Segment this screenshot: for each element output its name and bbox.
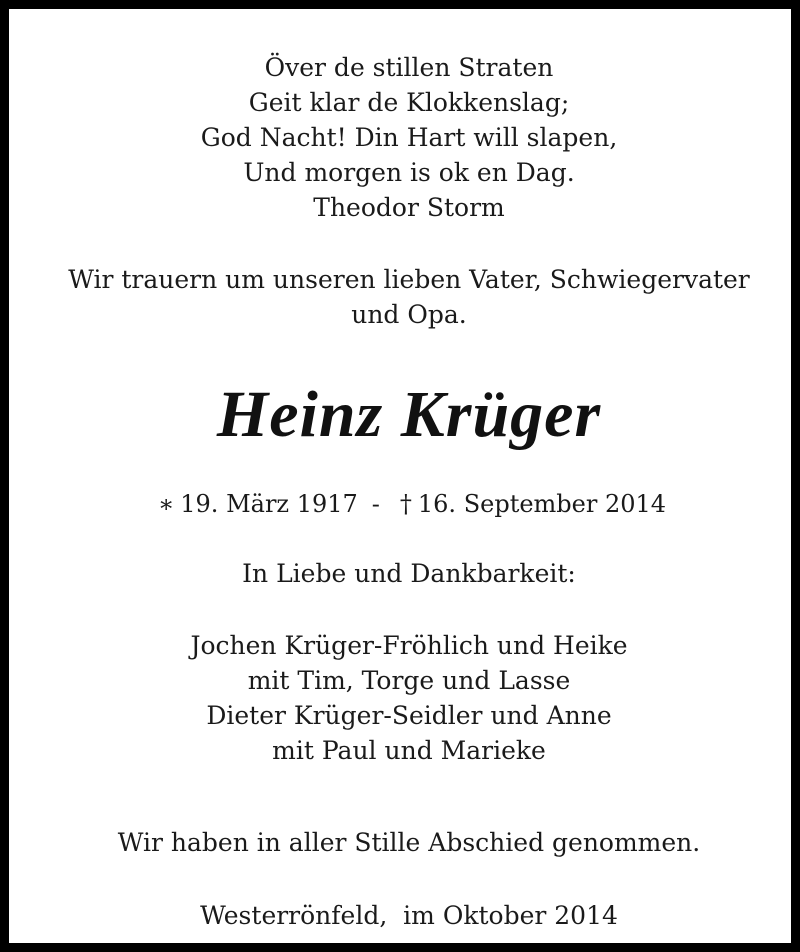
deceased-name: Heinz Krüger bbox=[216, 378, 602, 451]
life-dates bbox=[9, 487, 800, 521]
death-date: 16. September 2014 bbox=[417, 490, 667, 518]
poem-author: Theodor Storm bbox=[313, 193, 505, 222]
date-separator: - bbox=[371, 490, 380, 518]
poem-line-1: Över de stillen Straten bbox=[264, 53, 554, 82]
farewell-text: Wir haben in aller Stille Abschied genommen. bbox=[117, 828, 701, 857]
poem-line-2: Geit klar de Klokkenslag; bbox=[248, 88, 570, 117]
intro-line-2: und Opa. bbox=[351, 300, 467, 329]
birth-symbol: ∗ bbox=[157, 490, 175, 518]
poem-line-4: Und morgen is ok en Dag. bbox=[243, 158, 575, 187]
poem-line-3: God Nacht! Din Hart will slapen, bbox=[200, 123, 618, 152]
family-line-4: mit Paul und Marieke bbox=[272, 736, 546, 765]
family-line-1: Jochen Krüger-Fröhlich und Heike bbox=[190, 631, 628, 660]
family-line-2: mit Tim, Torge und Lasse bbox=[247, 666, 571, 695]
death-symbol: † bbox=[399, 490, 412, 518]
birth-date: 19. März 1917 bbox=[180, 490, 358, 518]
family-line-3: Dieter Krüger-Seidler und Anne bbox=[206, 701, 612, 730]
dedication: In Liebe und Dankbarkeit: bbox=[242, 559, 576, 588]
place-date: Westerrönfeld, im Oktober 2014 bbox=[200, 901, 618, 930]
intro-line-1: Wir trauern um unseren lieben Vater, Schwiegervater bbox=[68, 265, 750, 294]
